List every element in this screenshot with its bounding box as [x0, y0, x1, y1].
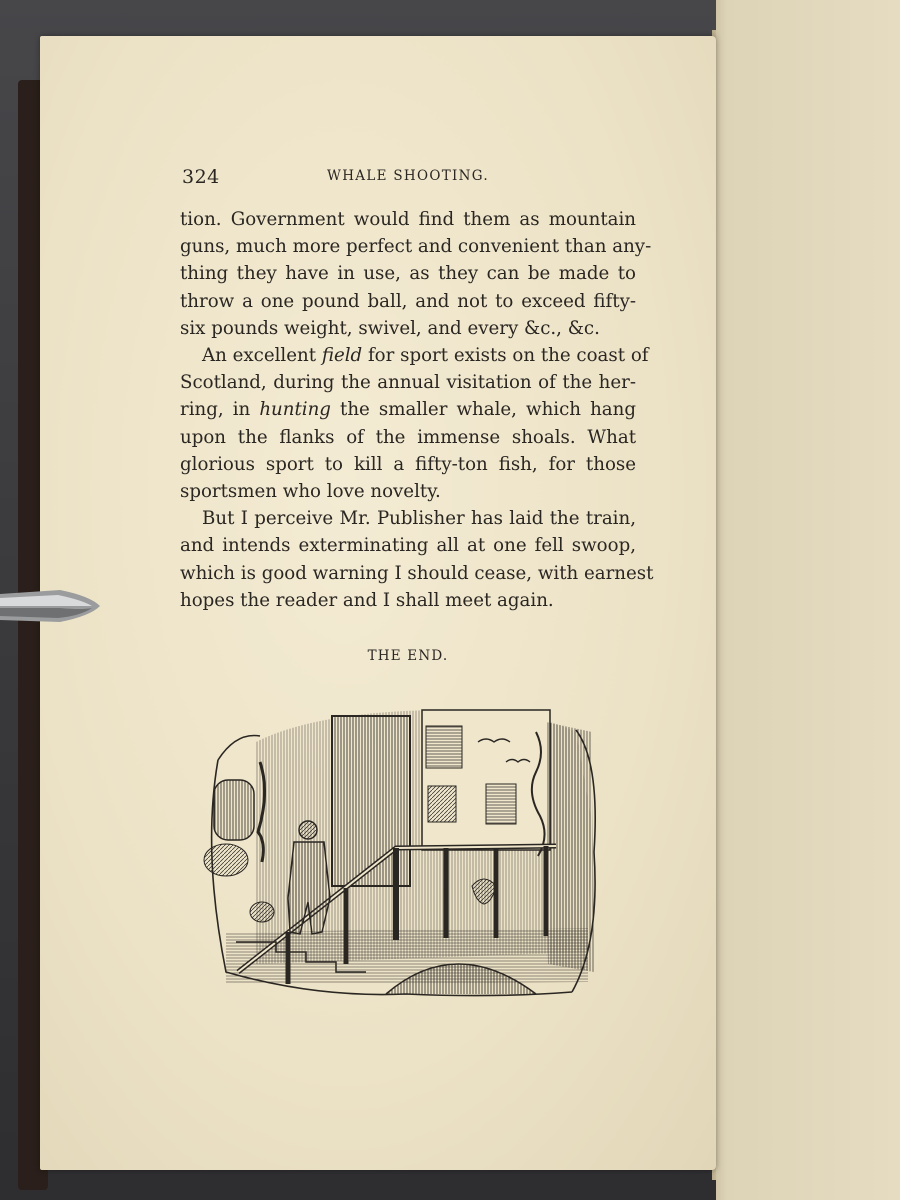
text-line: ring, in hunting the smaller whale, which hang — [180, 399, 636, 421]
page-header — [182, 166, 634, 190]
text-line: guns, much more perfect and convenient than any- — [180, 236, 652, 258]
text-line: hopes the reader and I shall meet again. — [180, 589, 554, 611]
text-line: which is good warning I should cease, with earnest — [180, 562, 654, 584]
engraving-illustration — [196, 702, 608, 1002]
facing-blank-page — [716, 0, 900, 1200]
text-line: tion. Government would find them as mountain — [180, 209, 636, 230]
italic-word: field — [321, 345, 363, 367]
body-text — [180, 206, 654, 614]
text-line: Scotland, during the annual visitation of the her- — [180, 372, 636, 394]
text-line: and intends exterminating all at one fell swoop, — [180, 535, 636, 557]
page-number: 324 — [182, 166, 220, 188]
text-line: glorious sport to kill a fifty-ton fish, for those — [180, 453, 636, 475]
text-line: throw a one pound ball, and not to exceed fifty- — [180, 290, 636, 312]
italic-word: hunting — [259, 399, 331, 421]
text-line: But I perceive Mr. Publisher has laid the train, — [202, 508, 636, 530]
text-line: six pounds weight, swivel, and every &c., &c. — [180, 317, 600, 339]
paper-knife — [0, 586, 100, 628]
text-line: An excellent field for sport exists on the coast of — [202, 345, 649, 367]
text-line: upon the flanks of the immense shoals. What — [180, 426, 636, 448]
text-line: sportsmen who love novelty. — [180, 481, 441, 503]
the-end-label: THE END. — [367, 648, 449, 664]
running-title: WHALE SHOOTING. — [327, 168, 489, 184]
text-line: thing they have in use, as they can be made to — [180, 263, 636, 285]
